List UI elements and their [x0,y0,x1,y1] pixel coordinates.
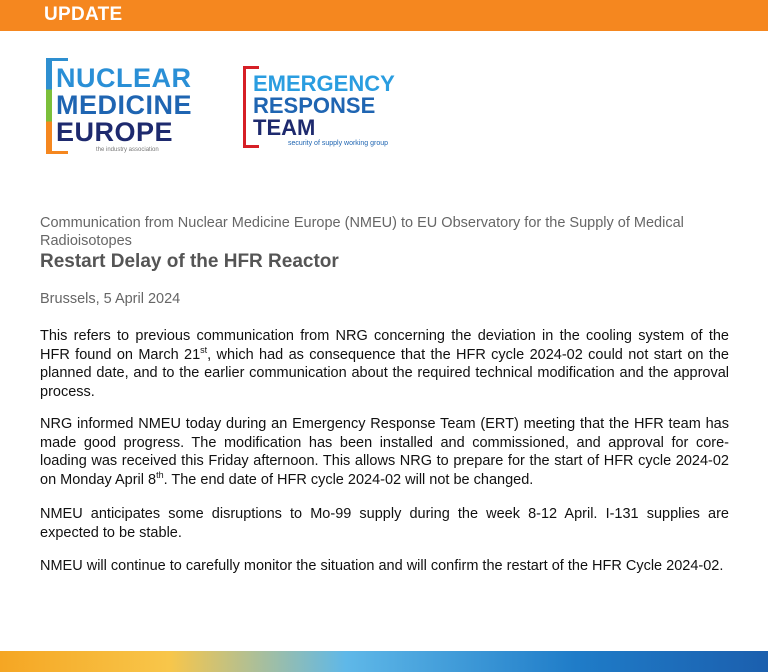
paragraph-monitoring: NMEU will continue to carefully monitor the situation and will confirm the restart of the HFR Cycle 2024-02. [40,558,724,574]
communication-subtitle: Communication from Nuclear Medicine Europe (NMEU) to EU Observatory for the Supply of Medical Radioisotopes [40,215,684,249]
footer-gradient-bar [0,651,768,672]
logo-word-europe: EUROPE [56,117,174,147]
logo-bracket [243,66,246,148]
logo-word-emergency: EMERGENCY [253,71,395,96]
logo-word-response: RESPONSE [253,93,376,118]
update-banner [0,0,768,31]
paragraph-supply-outlook: NMEU anticipates some disruptions to Mo-99 supply during the week 8-12 April. I-131 supplies are expected to be stable. [40,506,729,541]
page-title: Restart Delay of the HFR Reactor [40,251,339,272]
logo-bracket [46,58,52,154]
logo-tagline: the industry association [96,147,159,153]
logo-word-medicine: MEDICINE [56,90,193,120]
dateline: Brussels, 5 April 2024 [40,291,181,307]
logo-word-nuclear: NUCLEAR [56,63,192,93]
logo-tagline: security of supply working group [288,140,388,147]
update-label: UPDATE [44,4,123,25]
paragraph-progress: NRG informed NMEU today during an Emergency Response Team (ERT) meeting that the HFR team has made good progress. The modification has been installed and commissioned, and approval for core-loading was received this Friday afternoon. This allows NRG to prepare for the start of HFR cycle 2024-02 on Monday April 8th. The end date of HFR cycle 2024-02 will not be changed. [40,416,729,488]
nuclear-medicine-europe-logo [46,58,211,158]
emergency-response-team-logo [243,66,423,152]
logo-word-team: TEAM [253,115,316,140]
paragraph-background: This refers to previous communication from NRG concerning the deviation in the cooling system of the HFR found on March 21st, which had as consequence that the HFR cycle 2024-02 could not start on the planned date, and to the earlier communication about the required technical modification and the approval process. [40,328,729,400]
